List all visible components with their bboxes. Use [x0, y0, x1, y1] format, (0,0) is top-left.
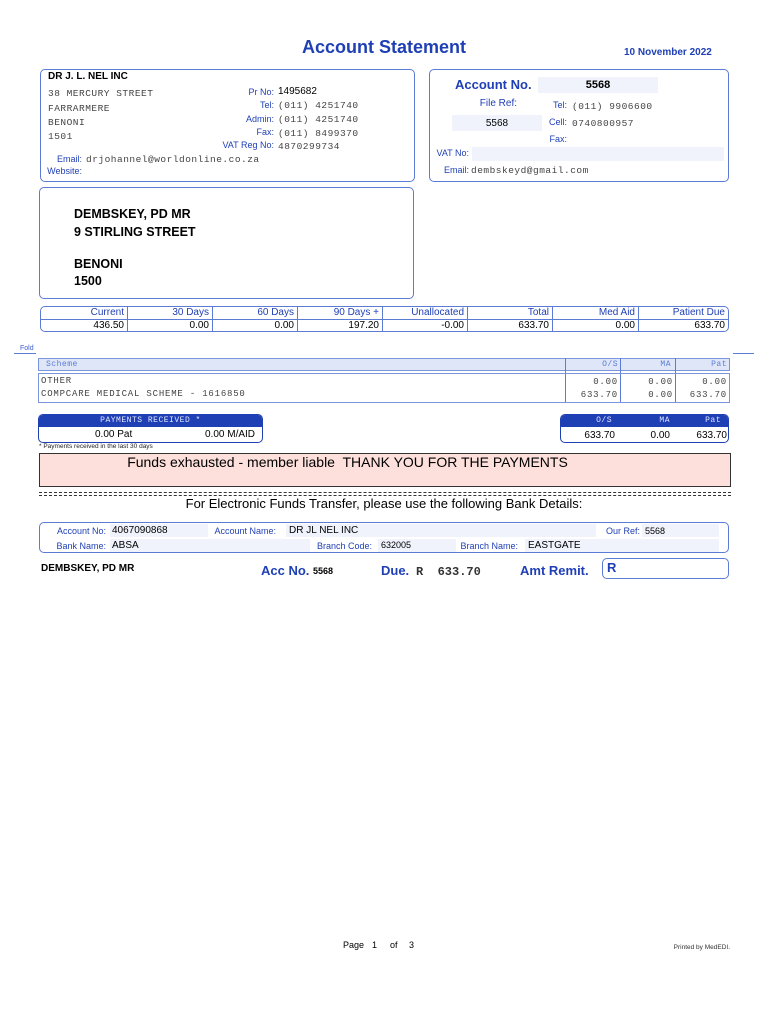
account-fax-label: Fax:: [549, 134, 567, 144]
eft-branch-name-value: EASTGATE: [528, 540, 581, 551]
pr-no-value: 1495682: [278, 86, 317, 97]
scheme-header-ma: MA: [660, 360, 671, 369]
remit-acc-label: Acc No.: [261, 563, 310, 578]
eft-account-no-label: Account No:: [56, 526, 106, 536]
remit-amount-label: Amt Remit.: [520, 563, 589, 578]
payments-note: * Payments received in the last 30 days: [39, 443, 153, 450]
ageing-value-patient-due: 633.70: [694, 320, 725, 331]
ageing-value-current: 436.50: [93, 320, 124, 331]
of-label: of: [390, 940, 398, 950]
message-text: Funds exhausted - member liable THANK YOU FOR THE PAYMENTS: [127, 454, 568, 470]
practice-address-line-1: 38 MERCURY STREET: [48, 88, 154, 99]
scheme-row-2-os: 633.70: [580, 390, 618, 400]
eft-our-ref-value: 5568: [645, 526, 666, 536]
ageing-header-patient-due: Patient Due: [672, 307, 725, 318]
fold-label: Fold: [20, 345, 34, 352]
payments-maid: 0.00 M/AID: [205, 429, 256, 440]
scheme-row-1-ma: 0.00: [648, 377, 673, 387]
eft-branch-code-label: Branch Code:: [316, 541, 372, 551]
patient-name: DEMBSKEY, PD MR: [74, 207, 191, 221]
patient-city: BENONI: [74, 257, 123, 271]
remit-due-label: Due.: [381, 563, 410, 578]
eft-account-name-label: Account Name:: [214, 526, 276, 536]
statement-date: 10 November 2022: [624, 47, 712, 58]
ageing-value-60-days: 0.00: [274, 320, 294, 331]
vat-label: VAT Reg No:: [222, 140, 274, 150]
scheme-row-2-name: COMPCARE MEDICAL SCHEME - 1616850: [41, 389, 246, 399]
scheme-header-os: O/S: [602, 360, 618, 369]
totals-ma: 0.00: [650, 430, 670, 441]
ageing-value-90-days: 197.20: [348, 320, 379, 331]
totals-header-ma: MA: [659, 416, 670, 425]
ageing-value-med-aid: 0.00: [615, 320, 635, 331]
practice-address-line-3: BENONI: [48, 117, 86, 128]
account-tel-value: (011) 9906600: [572, 101, 653, 112]
page-label: Page: [343, 940, 365, 950]
total-pages: 3: [409, 940, 415, 950]
eft-branch-code-value: 632005: [381, 540, 412, 550]
scheme-row-1-os: 0.00: [593, 377, 618, 387]
printed-by: Printed by MedEDI.: [673, 944, 730, 951]
fold-mark-right: [733, 353, 754, 354]
practice-name: DR J. L. NEL INC: [48, 71, 128, 82]
account-no-value: 5568: [585, 79, 611, 91]
fax-label: Fax:: [256, 127, 274, 137]
fax-value: (011) 8499370: [278, 128, 359, 139]
page-number: 1: [372, 940, 378, 950]
eft-our-ref-label: Our Ref:: [605, 526, 640, 536]
website-label: Website:: [47, 166, 82, 176]
file-ref-value: 5568: [485, 118, 509, 129]
scheme-header-pat: Pat: [711, 360, 727, 369]
tel-label: Tel:: [259, 100, 274, 110]
eft-branch-name-label: Branch Name:: [460, 541, 518, 551]
admin-value: (011) 4251740: [278, 114, 359, 125]
scheme-row-2-pat: 633.70: [689, 390, 727, 400]
practice-box: [40, 69, 415, 182]
account-cell-label: Cell:: [548, 117, 567, 127]
remit-acc-value: 5568: [313, 566, 334, 576]
scheme-row-1-pat: 0.00: [702, 377, 727, 387]
ageing-value-unallocated: -0.00: [441, 320, 464, 331]
eft-bank-label: Bank Name:: [56, 541, 106, 551]
practice-address-line-4: 1501: [48, 131, 73, 142]
account-vat-field: [472, 147, 724, 161]
payments-header-label: PAYMENTS RECEIVED *: [100, 416, 201, 425]
page-title: Account Statement: [302, 37, 467, 57]
totals-pat: 633.70: [696, 430, 727, 441]
ageing-header-med-aid: Med Aid: [598, 307, 635, 318]
totals-header-os: O/S: [596, 416, 612, 425]
file-ref-label: File Ref:: [479, 98, 517, 109]
eft-title: For Electronic Funds Transfer, please use the following Bank Details:: [185, 496, 583, 511]
scheme-header-scheme: Scheme: [46, 360, 78, 369]
account-vat-label: VAT No:: [436, 148, 469, 158]
ageing-header-90-days: 90 Days +: [333, 307, 379, 318]
scheme-row-1-name: OTHER: [41, 376, 73, 386]
fold-mark-left: [14, 353, 36, 354]
account-no-label: Account No.: [455, 77, 532, 92]
practice-address-line-2: FARRARMERE: [48, 103, 111, 114]
admin-label: Admin:: [245, 114, 274, 124]
account-cell-value: 0740800957: [572, 118, 635, 129]
account-email-value[interactable]: dembskeyd@gmail.com: [471, 165, 589, 176]
ageing-header-current: Current: [90, 307, 124, 318]
scheme-row-2-ma: 0.00: [648, 390, 673, 400]
account-email-label: Email:: [443, 165, 469, 175]
ageing-header-total: Total: [527, 307, 549, 318]
ageing-header-unallocated: Unallocated: [411, 307, 464, 318]
remit-amount-prefix: R: [607, 560, 617, 575]
payments-pat: 0.00 Pat: [95, 429, 133, 440]
eft-bank-value: ABSA: [112, 540, 139, 551]
tel-value: (011) 4251740: [278, 100, 359, 111]
vat-value: 4870299734: [278, 141, 341, 152]
eft-account-no-value: 4067090868: [112, 525, 168, 536]
account-tel-label: Tel:: [552, 100, 567, 110]
totals-os: 633.70: [584, 430, 615, 441]
remit-patient-name: DEMBSKEY, PD MR: [41, 563, 135, 574]
totals-header-pat: Pat: [705, 416, 721, 425]
ageing-value-total: 633.70: [518, 320, 549, 331]
patient-code: 1500: [74, 274, 102, 288]
email-label: Email:: [56, 154, 82, 164]
patient-street: 9 STIRLING STREET: [74, 225, 196, 239]
ageing-header-30-days: 30 Days: [172, 307, 209, 318]
pr-no-label: Pr No:: [248, 87, 274, 97]
email-value[interactable]: drjohannel@worldonline.co.za: [86, 154, 260, 165]
ageing-value-30-days: 0.00: [189, 320, 209, 331]
remit-amount-input[interactable]: [602, 558, 729, 579]
eft-account-name-value: DR JL NEL INC: [289, 525, 359, 536]
remit-due-value: R 633.70: [416, 565, 481, 579]
ageing-header-60-days: 60 Days: [257, 307, 294, 318]
